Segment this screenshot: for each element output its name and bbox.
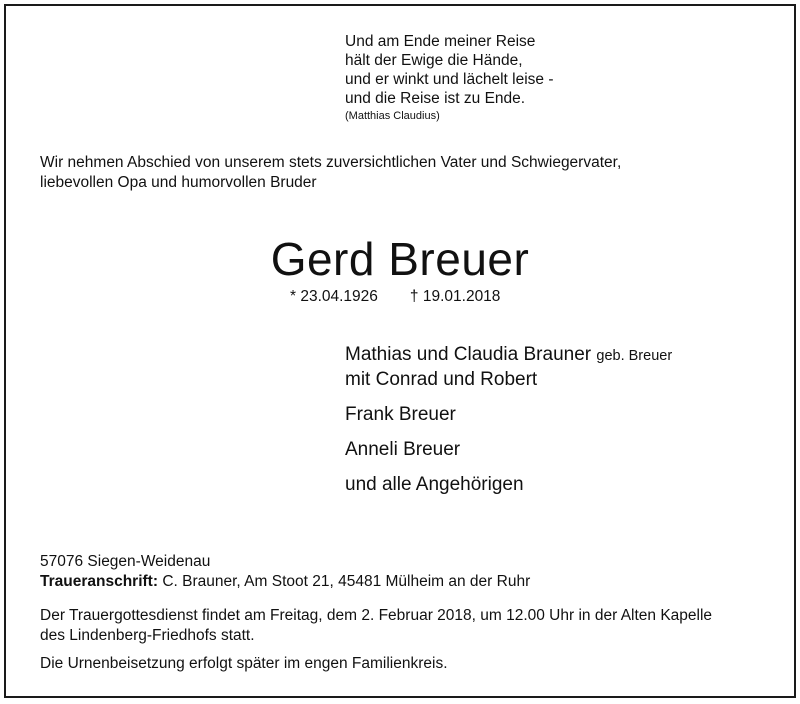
- service-line: Der Trauergottesdienst findet am Freitag, dem 2. Februar 2018, um 12.00 Uhr in der Alten Kapelle: [40, 607, 713, 624]
- poem-line: Und am Ende meiner Reise: [345, 33, 536, 50]
- family-entry-anneli: Anneli Breuer: [345, 439, 461, 460]
- family-name: Mathias und Claudia Brauner: [345, 344, 592, 365]
- service-line: des Lindenberg-Friedhofs statt.: [40, 627, 255, 644]
- poem-line: und er winkt und lächelt leise -: [345, 71, 554, 88]
- deceased-name: Gerd Breuer: [270, 233, 530, 285]
- poem-author: (Matthias Claudius): [345, 110, 440, 122]
- address-value: C. Brauner, Am Stoot 21, 45481 Mülheim an der Ruhr: [162, 573, 531, 590]
- location: 57076 Siegen-Weidenau: [40, 553, 211, 570]
- family-entry-frank: Frank Breuer: [345, 404, 456, 425]
- intro-line: Wir nehmen Abschied von unserem stets zuversichtlichen Vater und Schwiegervater,: [40, 154, 622, 171]
- poem-line: und die Reise ist zu Ende.: [345, 90, 526, 107]
- intro-text: [40, 153, 621, 193]
- life-dates: [290, 287, 500, 307]
- service-info: [40, 606, 712, 646]
- maiden-name-note: geb. Breuer: [596, 348, 673, 364]
- family-entry-relatives: und alle Angehörigen: [345, 474, 524, 495]
- intro-line: liebevollen Opa und humorvollen Bruder: [40, 174, 317, 191]
- address-label: Traueranschrift:: [40, 573, 159, 590]
- death-date: † 19.01.2018: [409, 288, 501, 305]
- birth-date: * 23.04.1926: [290, 288, 378, 305]
- burial-info: Die Urnenbeisetzung erfolgt später im engen Familienkreis.: [40, 655, 448, 672]
- poem: [345, 32, 554, 124]
- family-children: mit Conrad und Robert: [345, 369, 538, 390]
- poem-line: hält der Ewige die Hände,: [345, 52, 523, 69]
- mourning-address: [40, 572, 530, 592]
- family-entry-brauner: [345, 343, 672, 392]
